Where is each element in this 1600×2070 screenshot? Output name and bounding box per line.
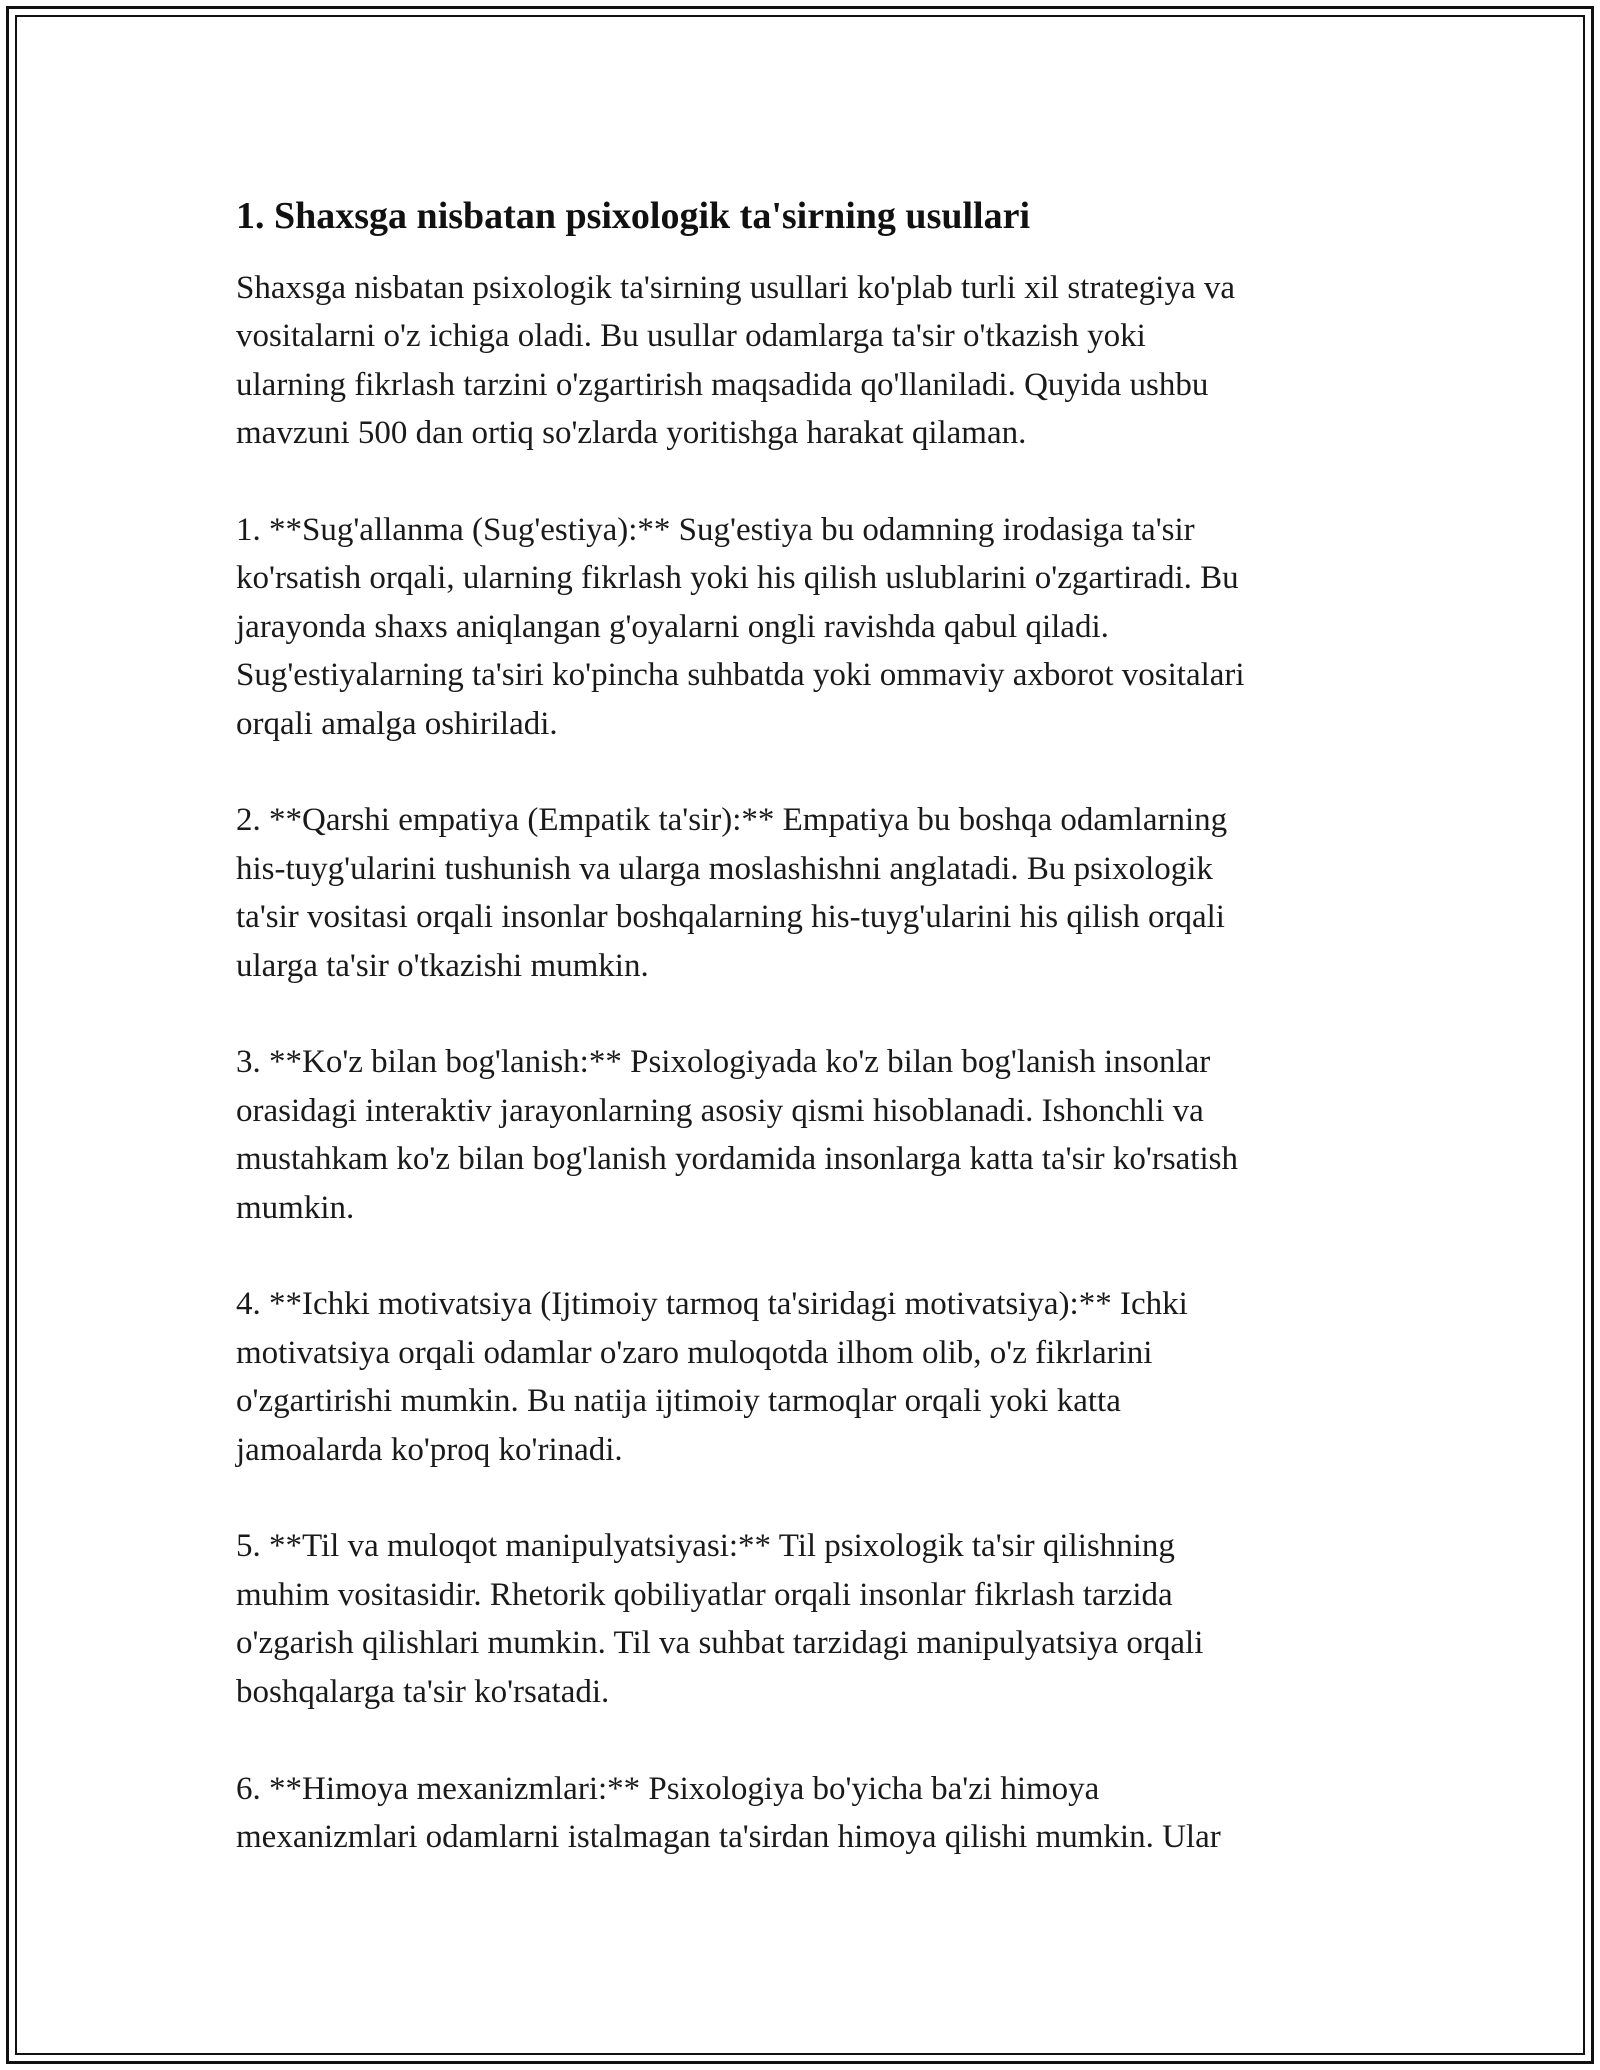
document-title: 1. Shaxsga nisbatan psixologik ta'sirning usullari bbox=[236, 195, 1031, 237]
paragraph-empathy: 2. **Qarshi empatiya (Empatik ta'sir):** Empatiya bu boshqa odamlarning his-tuyg'ularini tushunish va ularga moslashishni anglatadi. Bu psixologik ta'sir vositasi orqali insonlar boshqalarning his-tuyg'ularini his qilish orqali ularga ta'sir o'tkazishi mumkin. bbox=[236, 802, 1228, 984]
paragraph-defense-mechanisms: 6. **Himoya mexanizmlari:** Psixologiya bo'yicha ba'zi himoya mexanizmlari odamlarni istalmagan ta'sirdan himoya qilishi mumkin. Ular bbox=[236, 1770, 1221, 1855]
document-body bbox=[236, 188, 1366, 1861]
paragraph-motivation: 4. **Ichki motivatsiya (Ijtimoiy tarmoq ta'siridagi motivatsiya):** Ichki motivatsiya orqali odamlar o'zaro muloqotda ilhom olib, o'z fikrlarini o'zgartirishi mumkin. Bu natija ijtimoiy tarmoqlar orqali yoki katta jamoalarda ko'proq ko'rinadi. bbox=[236, 1286, 1188, 1468]
intro-paragraph: Shaxsga nisbatan psixologik ta'sirning usullari ko'plab turli xil strategiya va vositalarni o'z ichiga oladi. Bu usullar odamlarga ta'sir o'tkazish yoki ularning fikrlash tarzini o'zgartirish maqsadida qo'llaniladi. Quyida ushbu mavzuni 500 dan ortiq so'zlarda yoritishga harakat qilaman. bbox=[236, 270, 1235, 452]
paragraph-eye-contact: 3. **Ko'z bilan bog'lanish:** Psixologiyada ko'z bilan bog'lanish insonlar orasidagi interaktiv jarayonlarning asosiy qismi hisoblanadi. Ishonchli va mustahkam ko'z bilan bog'lanish yordamida insonlarga katta ta'sir ko'rsatish mumkin. bbox=[236, 1044, 1238, 1226]
paragraph-suggestion: 1. **Sug'allanma (Sug'estiya):** Sug'estiya bu odamning irodasiga ta'sir ko'rsatish orqali, ularning fikrlash yoki his qilish uslublarini o'zgartiradi. Bu jarayonda shaxs aniqlangan g'oyalarni ongli ravishda qabul qiladi. Sug'estiyalarning ta'siri ko'pincha suhbatda yoki ommaviy axborot vositalari orqali amalga oshiriladi. bbox=[236, 512, 1245, 742]
paragraph-language-manipulation: 5. **Til va muloqot manipulyatsiyasi:** Til psixologik ta'sir qilishning muhim vositasidir. Rhetorik qobiliyatlar orqali insonlar fikrlash tarzida o'zgarish qilishlari mumkin. Til va suhbat tarzidagi manipulyatsiya orqali boshqalarga ta'sir ko'rsatadi. bbox=[236, 1528, 1204, 1710]
